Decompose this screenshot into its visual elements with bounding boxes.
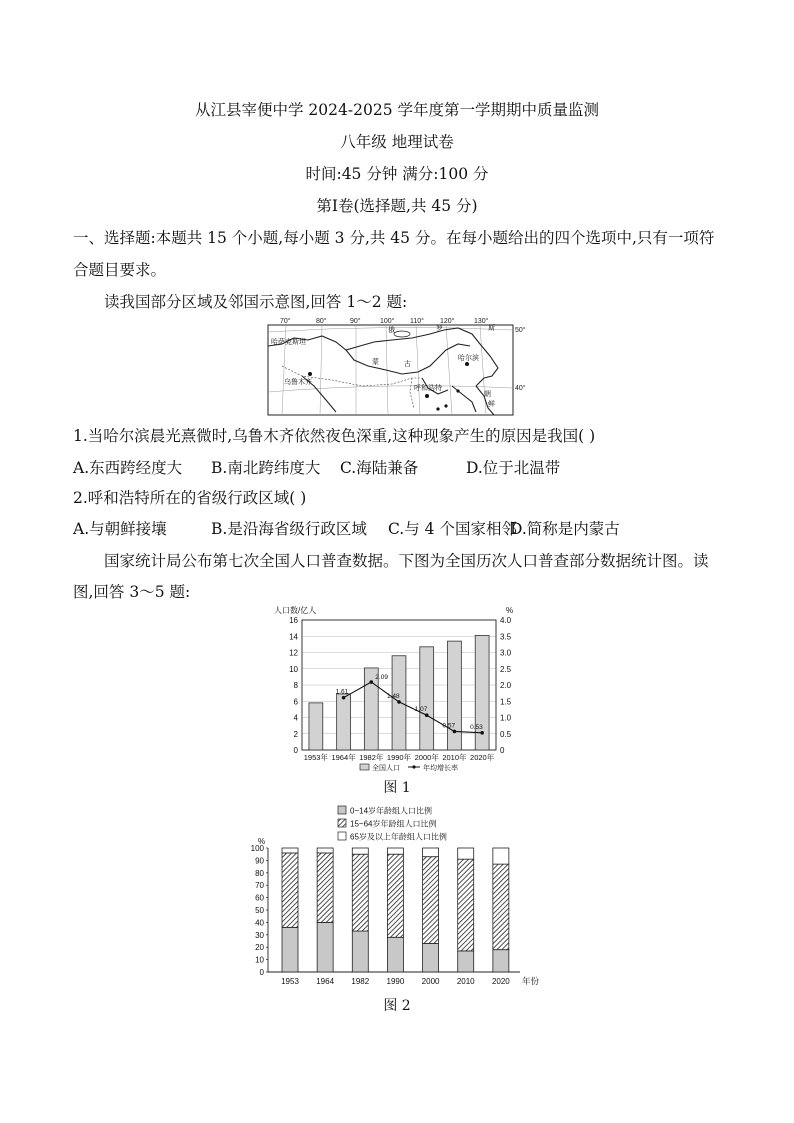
q1-option-b[interactable]: B.南北跨纬度大 <box>211 459 321 477</box>
fig1-ytick-label: 14 <box>289 632 298 642</box>
fig1-growth-data-label: 1.61 <box>335 688 349 696</box>
q1-option-c[interactable]: C.海陆兼备 <box>340 459 419 477</box>
fig2-legend-label: 0~14岁年龄组人口比例 <box>350 806 433 816</box>
fig1-growth-point <box>453 730 457 734</box>
exam-subtitle: 八年级 地理试卷 <box>340 133 454 151</box>
fig2-xtick-label: 2010 <box>456 977 475 986</box>
fig1-caption: 图 1 <box>383 780 411 796</box>
fig1-ylabel: 人口数/亿人 <box>274 606 317 615</box>
map-latitude-labels <box>515 326 526 392</box>
fig1-y-ticks <box>289 616 298 755</box>
fig2-bar-segment <box>493 950 509 972</box>
fig1-legend-line-label: 年均增长率 <box>423 765 458 772</box>
fig1-ytick-label: 6 <box>293 697 298 707</box>
fig2-bar-segment <box>493 864 509 950</box>
label-urumqi: 乌鲁木齐 <box>284 379 312 386</box>
map-lon-label: 100° <box>380 318 395 325</box>
fig1-growth-data-label: 1.07 <box>414 706 428 714</box>
fig1-growth-point <box>425 713 429 717</box>
fig1-growth-data-label: 0.57 <box>442 722 456 730</box>
fig1-growth-data-label: 2.09 <box>375 674 388 682</box>
fig1-y2tick-label: 0 <box>500 746 505 755</box>
fig2-ytick-label: 30 <box>255 930 264 940</box>
q1-stem: 1.当哈尔滨晨光熹微时,乌鲁木齐依然夜色深重,这种现象产生的原因是我国( ) <box>73 427 596 445</box>
group1-lead: 读我国部分区域及邻国示意图,回答 1～2 题: <box>104 293 408 311</box>
q1-option-a[interactable]: A.东西跨经度大 <box>73 459 183 477</box>
fig1-xtick-label: 2020年 <box>470 753 495 762</box>
fig1-y2-ticks <box>500 616 512 755</box>
fig2-legend-swatch <box>338 832 346 840</box>
urumqi-dot <box>308 372 312 376</box>
fig2-ytick-label: 40 <box>255 918 264 928</box>
fig1-ytick-label: 8 <box>293 681 298 690</box>
q2-option-c[interactable]: C.与 4 个国家相邻 <box>388 520 517 538</box>
fig1-y2tick-label: 1.0 <box>500 713 512 723</box>
city-dot <box>456 389 459 392</box>
fig1-legend <box>360 763 458 772</box>
label-russia-3: 斯 <box>488 325 495 332</box>
fig2-bar-segment <box>387 848 403 854</box>
fig2-ytick-label: 50 <box>255 906 264 915</box>
region-map <box>262 316 532 418</box>
map-lon-label: 70° <box>280 318 291 325</box>
fig1-ytick-label: 4 <box>293 713 298 723</box>
map-lat-label: 50° <box>515 327 526 334</box>
fig2-bar-segment <box>352 854 368 931</box>
fig2-legend-label: 65岁及以上年龄组人口比例 <box>350 832 447 842</box>
fig1-xtick-label: 1964年 <box>331 753 356 762</box>
fig1-y2tick-label: 1.5 <box>500 697 512 707</box>
map-lon-label: 110° <box>410 318 424 325</box>
city-dot <box>444 404 447 407</box>
fig1-bar <box>420 647 434 750</box>
fig1-xtick-label: 2010年 <box>442 753 467 762</box>
map-lon-label: 120° <box>440 318 455 325</box>
fig1-legend-line-dot <box>412 765 415 768</box>
fig2-legend <box>338 806 447 842</box>
section-intro-line2: 合题目要求。 <box>73 261 167 279</box>
fig1-growth-data-label: 0.53 <box>470 723 483 731</box>
label-korea-2: 鲜 <box>488 401 495 408</box>
fig2-bars <box>282 848 509 972</box>
fig1-xtick-label: 2000年 <box>414 753 439 762</box>
harbin-dot <box>465 362 469 366</box>
fig2-caption: 图 2 <box>383 998 411 1014</box>
exam-title: 从江县宰便中学 2024-2025 学年度第一学期期中质量监测 <box>195 101 599 119</box>
fig1-growth-data-label: 1.48 <box>387 692 400 700</box>
label-mongolia-2: 古 <box>404 361 411 368</box>
fig1-y2tick-label: 3.5 <box>500 632 512 642</box>
fig2-xtick-label: 1964 <box>316 977 335 986</box>
fig2-bar-segment <box>282 927 298 972</box>
map-lon-label: 130° <box>474 318 489 325</box>
q2-option-d[interactable]: D.简称是内蒙古 <box>510 520 620 538</box>
q2-option-a[interactable]: A.与朝鲜接壤 <box>73 520 167 538</box>
fig2-bar-segment <box>423 943 439 972</box>
lake-baikal <box>394 331 410 337</box>
q1-option-d[interactable]: D.位于北温带 <box>466 459 561 477</box>
fig2-bar-segment <box>458 848 474 859</box>
map-lon-label: 90° <box>350 318 361 325</box>
fig2-ytick-label: 20 <box>255 943 264 953</box>
fig1-growth-point <box>369 680 373 684</box>
fig1-ytick-label: 10 <box>289 664 298 674</box>
fig1-legend-bar-swatch <box>360 764 369 770</box>
fig1-legend-bar-label: 全国人口 <box>372 765 400 772</box>
fig2-bar-segment <box>493 848 509 864</box>
fig1-growth-point <box>342 696 346 700</box>
fig1-y2tick-label: 4.0 <box>500 616 512 625</box>
fig1-bar <box>337 694 351 750</box>
label-russia-2: 罗 <box>436 325 443 332</box>
fig2-bar-segment <box>317 922 333 972</box>
time-and-score: 时间:45 分钟 满分:100 分 <box>305 165 489 183</box>
fig1-xtick-label: 1953年 <box>303 753 328 762</box>
fig2-xtick-label: 1982 <box>351 977 370 986</box>
fig2-bar-segment <box>458 859 474 951</box>
fig2-bar-segment <box>387 854 403 937</box>
fig2-ytick-label: 10 <box>255 955 264 965</box>
fig1-y2tick-label: 3.0 <box>500 648 512 658</box>
fig2-y-ticks <box>251 844 268 977</box>
part-heading: 第Ⅰ卷(选择题,共 45 分) <box>316 197 478 215</box>
fig2-bar-segment <box>282 848 298 853</box>
city-dot <box>436 407 439 410</box>
fig1-y2label: % <box>506 606 514 615</box>
section-intro-line1: 一、选择题:本题共 15 个小题,每小题 3 分,共 45 分。在每小题给出的四个选项中,只有一项符 <box>73 229 715 247</box>
fig2-legend-label: 15~64岁年龄组人口比例 <box>350 819 437 829</box>
fig2-bar-segment <box>387 937 403 972</box>
fig2-xtick-label: 1990 <box>386 977 405 986</box>
fig1-ytick-label: 0 <box>293 746 298 755</box>
hohhot-dot <box>425 394 429 398</box>
fig1-bar <box>309 703 323 750</box>
label-russia-1: 俄 <box>388 327 395 334</box>
fig2-bar-segment <box>423 848 439 857</box>
figure2-age-structure-chart <box>250 800 550 990</box>
fig1-bar <box>448 641 462 750</box>
label-hohhot: 呼和浩特 <box>414 385 442 392</box>
fig2-ylabel: % <box>258 837 266 846</box>
figure1-population-chart <box>268 604 530 776</box>
fig1-growth-point <box>480 731 484 735</box>
fig2-bar-segment <box>317 853 333 922</box>
fig1-xtick-label: 1990年 <box>386 753 412 762</box>
fig1-y2tick-label: 2.0 <box>500 681 512 690</box>
fig2-bar-segment <box>282 853 298 927</box>
fig2-ytick-label: 80 <box>255 868 264 878</box>
fig2-legend-swatch <box>338 806 346 814</box>
fig2-ytick-label: 70 <box>255 881 264 891</box>
label-harbin: 哈尔滨 <box>458 355 479 362</box>
label-korea-1: 朝 <box>484 391 491 398</box>
fig2-bar-segment <box>352 848 368 854</box>
q2-option-b[interactable]: B.是沿海省级行政区域 <box>211 520 367 538</box>
fig2-xtick-label: 2000 <box>421 977 440 986</box>
label-mongolia-1: 蒙 <box>372 359 379 366</box>
fig2-bar-segment <box>458 951 474 972</box>
fig2-bar-segment <box>352 931 368 972</box>
fig1-xtick-label: 1982年 <box>359 753 384 762</box>
group2-lead-line1: 国家统计局公布第七次全国人口普查数据。下图为全国历次人口普查部分数据统计图。读 <box>104 552 709 570</box>
fig2-xtick-label: 2020 <box>491 977 510 986</box>
fig1-ytick-label: 12 <box>289 648 298 658</box>
q2-stem: 2.呼和浩特所在的省级行政区域( ) <box>73 489 307 507</box>
label-kazakhstan: 哈萨克斯坦 <box>271 339 306 346</box>
fig2-bar-segment <box>423 857 439 944</box>
fig2-ytick-label: 0 <box>259 968 264 977</box>
fig1-ytick-label: 16 <box>289 616 298 625</box>
fig2-ytick-label: 90 <box>255 856 264 866</box>
fig2-legend-swatch <box>338 819 346 827</box>
fig2-ytick-label: 100 <box>250 844 264 853</box>
fig1-growth-point <box>397 700 401 704</box>
fig2-xtick-label: 1953 <box>281 977 299 986</box>
fig1-y2tick-label: 2.5 <box>500 664 512 674</box>
map-longitude-labels <box>280 317 489 325</box>
fig2-x-ticks <box>281 977 510 986</box>
group2-lead-line2: 图,回答 3～5 题: <box>73 583 191 601</box>
map-lat-label: 40° <box>515 385 526 392</box>
fig2-xlabel: 年份 <box>522 976 540 986</box>
fig1-ytick-label: 2 <box>293 729 298 739</box>
fig2-ytick-label: 60 <box>255 893 264 903</box>
fig1-x-ticks <box>304 752 495 762</box>
map-lon-label: 80° <box>316 318 327 325</box>
fig2-bar-segment <box>317 848 333 853</box>
fig1-y2tick-label: 0.5 <box>500 729 512 739</box>
